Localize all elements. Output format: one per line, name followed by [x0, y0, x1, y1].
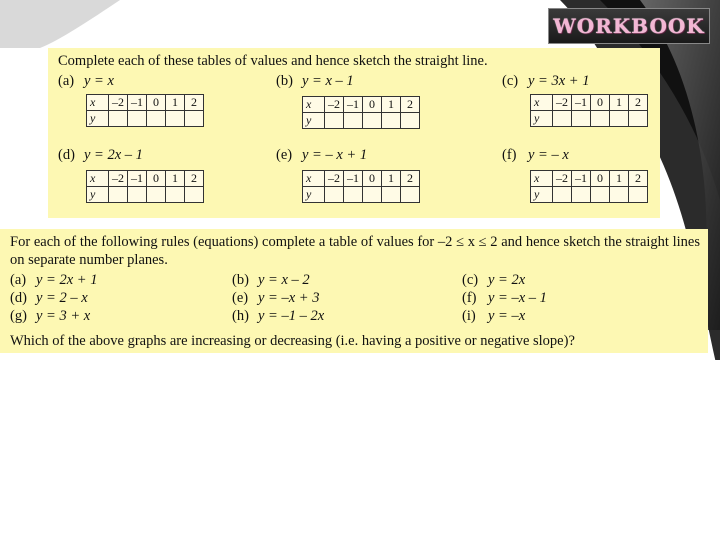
item-label: (g)	[10, 308, 27, 324]
table-cell: 2	[185, 95, 204, 111]
rules-intro: For each of the following rules (equations) complete a table of values for –2 ≤ x ≤ 2 and hence sketch the straight lines on separate number planes.	[10, 234, 700, 268]
exercise-b	[276, 73, 354, 90]
exercise-a	[58, 73, 114, 90]
table-cell: –1	[572, 95, 591, 111]
table-cell[interactable]	[147, 111, 166, 127]
table-header-cell: y	[87, 111, 109, 127]
table-cell: –2	[109, 95, 128, 111]
table-cell: –2	[553, 95, 572, 111]
table-cell: –2	[325, 171, 344, 187]
table-header-cell: x	[87, 95, 109, 111]
rule-equation: y = –1 – 2x	[258, 308, 325, 324]
workbook-badge-label: WORKBOOK	[553, 14, 705, 38]
item-label: (b)	[232, 272, 249, 288]
table-header-cell: y	[87, 187, 109, 203]
rule-equation: y = x – 2	[258, 272, 310, 288]
table-cell[interactable]	[591, 111, 610, 127]
table-cell: 1	[382, 171, 401, 187]
table-cell: 2	[401, 97, 420, 113]
table-cell[interactable]	[325, 113, 344, 129]
workbook-badge	[548, 8, 710, 44]
table-cell[interactable]	[344, 187, 363, 203]
table-cell[interactable]	[610, 111, 629, 127]
values-table-f	[530, 170, 648, 203]
table-cell[interactable]	[553, 111, 572, 127]
exercise-equation: y = x – 1	[302, 73, 354, 89]
table-cell: –2	[325, 97, 344, 113]
rule-c	[462, 272, 525, 289]
table-cell: –1	[344, 97, 363, 113]
table-header-cell: y	[531, 111, 553, 127]
exercise-heading: Complete each of these tables of values and hence sketch the straight line.	[58, 53, 488, 69]
item-label: (c)	[462, 272, 479, 288]
table-header-cell: x	[531, 171, 553, 187]
rule-equation: y = –x + 3	[258, 290, 320, 306]
table-cell: 0	[363, 97, 382, 113]
values-table-b	[302, 96, 420, 129]
rule-g	[10, 308, 90, 325]
exercise-equation: y = 2x – 1	[84, 147, 143, 163]
table-cell: –1	[128, 95, 147, 111]
table-cell: 2	[629, 95, 648, 111]
table-header-cell: y	[303, 113, 325, 129]
exercise-f	[502, 147, 569, 164]
table-cell: 1	[166, 95, 185, 111]
table-cell[interactable]	[553, 187, 572, 203]
table-cell: 0	[363, 171, 382, 187]
values-table-c	[530, 94, 648, 127]
rule-f	[462, 290, 547, 307]
rule-d	[10, 290, 88, 307]
table-cell[interactable]	[363, 187, 382, 203]
item-label: (h)	[232, 308, 249, 324]
item-label: (d)	[58, 147, 75, 163]
rule-equation: y = 2 – x	[36, 290, 88, 306]
rule-i	[462, 308, 525, 325]
rule-equation: y = –x	[488, 308, 526, 324]
item-label: (f)	[462, 290, 477, 306]
values-table-d	[86, 170, 204, 203]
exercise-equation: y = – x + 1	[302, 147, 368, 163]
table-cell[interactable]	[128, 111, 147, 127]
table-cell[interactable]	[591, 187, 610, 203]
rule-equation: y = 2x + 1	[36, 272, 98, 288]
table-cell[interactable]	[629, 187, 648, 203]
table-cell[interactable]	[109, 187, 128, 203]
table-cell[interactable]	[629, 111, 648, 127]
table-cell: –1	[128, 171, 147, 187]
table-cell[interactable]	[344, 113, 363, 129]
table-header-cell: y	[531, 187, 553, 203]
exercise-equation: y = – x	[528, 147, 569, 163]
rule-a	[10, 272, 97, 289]
table-cell[interactable]	[128, 187, 147, 203]
table-cell: 1	[610, 171, 629, 187]
table-header-cell: y	[303, 187, 325, 203]
table-cell[interactable]	[109, 111, 128, 127]
rule-equation: y = 2x	[488, 272, 526, 288]
table-cell[interactable]	[147, 187, 166, 203]
slope-question: Which of the above graphs are increasing or decreasing (i.e. having a positive or negative slope)?	[10, 333, 575, 349]
table-cell: 0	[591, 171, 610, 187]
table-cell[interactable]	[166, 187, 185, 203]
table-cell: –1	[572, 171, 591, 187]
item-label: (c)	[502, 73, 519, 89]
table-cell: 0	[147, 171, 166, 187]
table-cell[interactable]	[382, 113, 401, 129]
rule-b	[232, 272, 310, 289]
table-cell[interactable]	[382, 187, 401, 203]
item-label: (a)	[10, 272, 27, 288]
table-cell[interactable]	[401, 113, 420, 129]
table-cell: 1	[166, 171, 185, 187]
tables-exercise-panel	[48, 48, 660, 218]
item-label: (e)	[232, 290, 249, 306]
table-cell: 2	[629, 171, 648, 187]
exercise-equation: y = 3x + 1	[528, 73, 590, 89]
table-cell[interactable]	[401, 187, 420, 203]
table-cell[interactable]	[610, 187, 629, 203]
item-label: (b)	[276, 73, 293, 89]
exercise-c	[502, 73, 589, 90]
table-cell: –2	[553, 171, 572, 187]
table-cell: –1	[344, 171, 363, 187]
item-label: (a)	[58, 73, 75, 89]
table-cell[interactable]	[166, 111, 185, 127]
table-cell[interactable]	[363, 113, 382, 129]
table-cell[interactable]	[185, 187, 204, 203]
rule-equation: y = –x – 1	[488, 290, 547, 306]
table-header-cell: x	[87, 171, 109, 187]
values-table-a	[86, 94, 204, 127]
table-cell[interactable]	[325, 187, 344, 203]
table-cell[interactable]	[572, 111, 591, 127]
item-label: (e)	[276, 147, 293, 163]
table-cell[interactable]	[572, 187, 591, 203]
exercise-equation: y = x	[84, 73, 114, 89]
table-cell: 1	[610, 95, 629, 111]
table-header-cell: x	[303, 97, 325, 113]
table-header-cell: x	[303, 171, 325, 187]
rule-equation: y = 3 + x	[36, 308, 91, 324]
values-table-e	[302, 170, 420, 203]
table-cell[interactable]	[185, 111, 204, 127]
table-header-cell: x	[531, 95, 553, 111]
exercise-d	[58, 147, 143, 164]
table-cell: 2	[401, 171, 420, 187]
table-cell: 2	[185, 171, 204, 187]
item-label: (i)	[462, 308, 476, 324]
rule-h	[232, 308, 324, 325]
table-cell: –2	[109, 171, 128, 187]
rule-e	[232, 290, 319, 307]
item-label: (f)	[502, 147, 517, 163]
table-cell: 0	[147, 95, 166, 111]
exercise-e	[276, 147, 367, 164]
item-label: (d)	[10, 290, 27, 306]
table-cell: 0	[591, 95, 610, 111]
table-cell: 1	[382, 97, 401, 113]
rules-exercise-panel	[0, 229, 708, 353]
